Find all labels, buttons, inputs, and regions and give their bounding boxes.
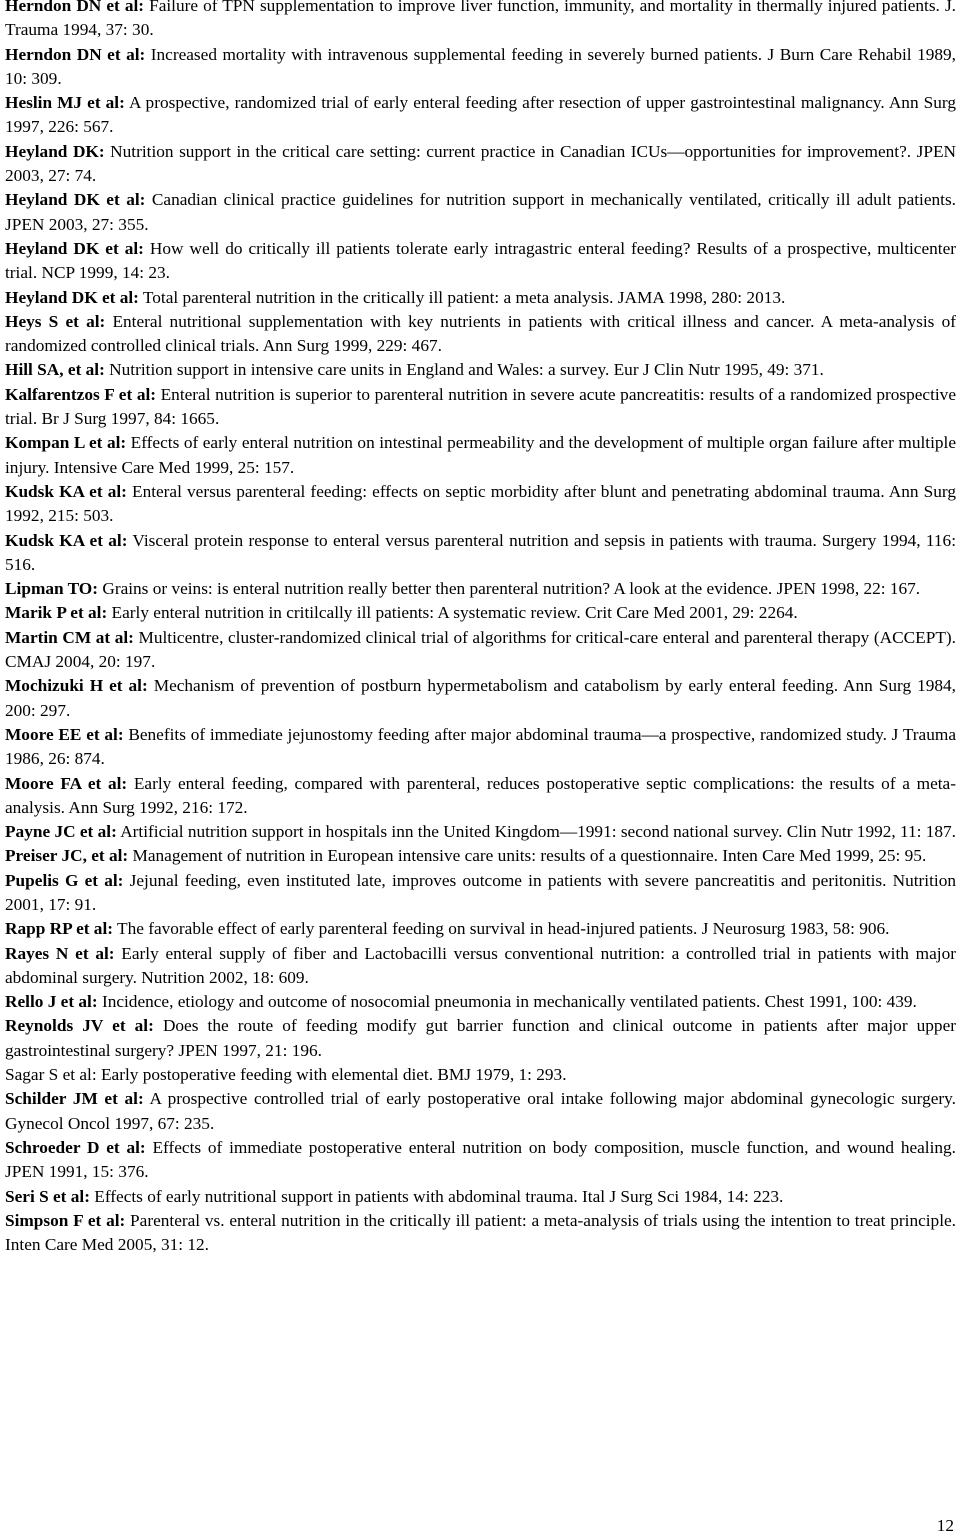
reference-author: Moore EE et al:: [5, 724, 124, 744]
reference-entry: [5, 1063, 956, 1087]
reference-text: The favorable effect of early parenteral feeding on survival in head-injured patients. J Neurosurg 1983, 58: 906.: [113, 919, 890, 939]
reference-text: Sagar S et al: Early postoperative feeding with elemental diet. BMJ 1979, 1: 293.: [5, 1065, 567, 1085]
reference-text: How well do critically ill patients tolerate early intragastric enteral feeding? Results of a prospective, multicenter trial. NCP 1999, 14: 23.: [5, 238, 957, 283]
reference-entry: [5, 577, 956, 601]
reference-text: Canadian clinical practice guidelines for nutrition support in mechanically ventilated, critically ill adult patients. JPEN 2003, 27: 355.: [5, 190, 957, 234]
reference-text: Enteral versus parenteral feeding: effects on septic morbidity after blunt and penetrating abdominal trauma. Ann Surg 1992, 215: 503.: [5, 481, 956, 526]
reference-text: Effects of immediate postoperative enteral nutrition on body composition, muscle function, and wound healing. JPEN 1991, 15: 376.: [5, 1137, 957, 1182]
reference-list: [5, 0, 956, 1257]
reference-author: Marik P et al:: [5, 603, 108, 623]
reference-author: Preiser JC, et al:: [5, 846, 129, 866]
reference-entry: [5, 1185, 956, 1209]
reference-author: Martin CM at al:: [5, 627, 134, 647]
reference-text: Incidence, etiology and outcome of nosocomial pneumonia in mechanically ventilated patients. Chest 1991, 100: 439.: [97, 992, 917, 1012]
reference-text: Increased mortality with intravenous supplemental feeding in severely burned patients. J Burn Care Rehabil 1989, 10: 309.: [5, 44, 956, 88]
reference-author: Rello J et al:: [5, 992, 98, 1012]
reference-author: Heyland DK et al:: [5, 238, 144, 258]
reference-author: Heys S et al:: [5, 311, 106, 331]
reference-author: Heyland DK et al:: [5, 287, 139, 307]
reference-entry: [5, 383, 956, 432]
reference-author: Heyland DK:: [5, 141, 105, 161]
reference-text: Artificial nutrition support in hospitals inn the United Kingdom—1991: second national survey. Clin Nutr 1992, 11: 187.: [116, 822, 957, 842]
reference-entry: [5, 1014, 956, 1063]
reference-entry: [5, 1087, 956, 1136]
reference-text: Failure of TPN supplementation to improve liver function, immunity, and mortality in thermally injured patients. J. Trauma 1994, 37: 30.: [5, 0, 956, 40]
reference-text: Jejunal feeding, even instituted late, improves outcome in patients with severe pancreatitis and peritonitis. Nutrition 2001, 17: 91.: [5, 870, 956, 914]
reference-entry: [5, 140, 956, 189]
reference-entry: [5, 990, 956, 1014]
reference-author: Kompan L et al:: [5, 433, 127, 453]
reference-author: Pupelis G et al:: [5, 870, 124, 890]
reference-entry: [5, 820, 956, 844]
reference-entry: [5, 0, 956, 43]
reference-author: Simpson F et al:: [5, 1210, 126, 1230]
reference-entry: [5, 626, 956, 675]
reference-entry: [5, 480, 956, 529]
reference-author: Kalfarentzos F et al:: [5, 384, 157, 404]
reference-text: Grains or veins: is enteral nutrition really better then parenteral nutrition? A look at the evidence. JPEN 1998, 22: 167.: [98, 579, 921, 599]
reference-author: Herndon DN et al:: [5, 0, 145, 15]
reference-entry: [5, 188, 956, 237]
reference-entry: [5, 237, 956, 286]
reference-author: Reynolds JV et al:: [5, 1016, 154, 1036]
reference-entry: [5, 91, 956, 140]
reference-text: A prospective, randomized trial of early enteral feeding after resection of upper gastrointestinal malignancy. Ann Surg 1997, 226: 567.: [5, 93, 956, 137]
reference-entry: [5, 917, 956, 941]
reference-entry: [5, 844, 956, 868]
reference-author: Mochizuki H et al:: [5, 676, 148, 696]
reference-text: Early enteral nutrition in critilcally ill patients: A systematic review. Crit Care Med 2001, 29: 2264.: [107, 603, 798, 623]
reference-author: Heyland DK et al:: [5, 190, 146, 210]
reference-text: Parenteral vs. enteral nutrition in the critically ill patient: a meta-analysis of trials using the intention to treat principle. Inten Care Med 2005, 31: 12.: [5, 1210, 956, 1255]
reference-text: Enteral nutritional supplementation with key nutrients in patients with critical illness and cancer. A meta-analysis of randomized controlled clinical trials. Ann Surg 1999, 229: 467.: [5, 311, 956, 356]
reference-text: Multicentre, cluster-randomized clinical trial of algorithms for critical-care enteral and parenteral therapy (ACCEPT). CMAJ 2004, 20: 197.: [5, 627, 956, 672]
reference-text: Effects of early nutritional support in patients with abdominal trauma. Ital J Surg Sci 1984, 14: 223.: [89, 1186, 784, 1206]
reference-author: Schilder JM et al:: [5, 1089, 144, 1109]
reference-text: Benefits of immediate jejunostomy feeding after major abdominal trauma—a prospective, randomized study. J Trauma 1986, 26: 874.: [5, 724, 956, 769]
reference-entry: [5, 310, 956, 359]
reference-text: Enteral nutrition is superior to parenteral nutrition in severe acute pancreatitis: results of a randomized prospective trial. Br J Surg 1997, 84: 1665.: [5, 384, 956, 429]
reference-entry: [5, 431, 956, 480]
reference-author: Rayes N et al:: [5, 943, 115, 963]
reference-author: Heslin MJ et al:: [5, 93, 125, 113]
page-number: 12: [936, 1516, 954, 1535]
reference-author: Seri S et al:: [5, 1186, 90, 1206]
reference-author: Lipman TO:: [5, 579, 99, 599]
reference-text: Nutrition support in the critical care setting: current practice in Canadian ICUs—opportunities for improvement?. JPEN 2003, 27: 74.: [5, 141, 956, 186]
reference-text: Mechanism of prevention of postburn hypermetabolism and catabolism by early enteral feeding. Ann Surg 1984, 200: 297.: [5, 676, 956, 720]
reference-entry: [5, 1209, 956, 1258]
reference-text: Does the route of feeding modify gut barrier function and clinical outcome in patients after major upper gastrointestinal surgery? JPEN 1997, 21: 196.: [5, 1016, 957, 1060]
reference-entry: [5, 529, 956, 578]
reference-text: A prospective controlled trial of early postoperative oral intake following major abdominal gynecologic surgery. Gynecol Oncol 1997, 67: 235.: [5, 1089, 957, 1133]
reference-text: Nutrition support in intensive care units in England and Wales: a survey. Eur J Clin Nutr 1995, 49: 371.: [104, 360, 824, 380]
reference-entry: [5, 43, 956, 92]
reference-author: Rapp RP et al:: [5, 919, 114, 939]
reference-text: Visceral protein response to enteral versus parenteral nutrition and sepsis in patients with trauma. Surgery 1994, 116: 516.: [5, 530, 956, 574]
reference-text: Effects of early enteral nutrition on intestinal permeability and the development of multiple organ failure after multiple injury. Intensive Care Med 1999, 25: 157.: [5, 433, 956, 477]
reference-text: Management of nutrition in European intensive care units: results of a questionnaire. Inten Care Med 1999, 25: 95.: [128, 846, 927, 866]
reference-entry: [5, 942, 956, 991]
reference-entry: [5, 723, 956, 772]
reference-text: Early enteral supply of fiber and Lactobacilli versus conventional nutrition: a controlled trial in patients with major abdominal surgery. Nutrition 2002, 18: 609.: [5, 943, 956, 987]
reference-author: Kudsk KA et al:: [5, 481, 127, 501]
reference-entry: [5, 286, 956, 310]
reference-entry: [5, 601, 956, 625]
reference-text: Total parenteral nutrition in the critically ill patient: a meta analysis. JAMA 1998, 280: 2013.: [138, 287, 786, 307]
reference-author: Schroeder D et al:: [5, 1137, 146, 1157]
reference-entry: [5, 869, 956, 918]
reference-author: Hill SA, et al:: [5, 360, 105, 380]
reference-author: Herndon DN et al:: [5, 44, 146, 64]
reference-entry: [5, 358, 956, 382]
reference-author: Moore FA et al:: [5, 773, 128, 793]
reference-entry: [5, 1136, 956, 1185]
reference-text: Early enteral feeding, compared with parenteral, reduces postoperative septic complications: the results of a meta-analysis. Ann Surg 1992, 216: 172.: [5, 773, 956, 817]
reference-entry: [5, 674, 956, 723]
reference-author: Kudsk KA et al:: [5, 530, 128, 550]
reference-author: Payne JC et al:: [5, 822, 117, 842]
reference-entry: [5, 772, 956, 821]
